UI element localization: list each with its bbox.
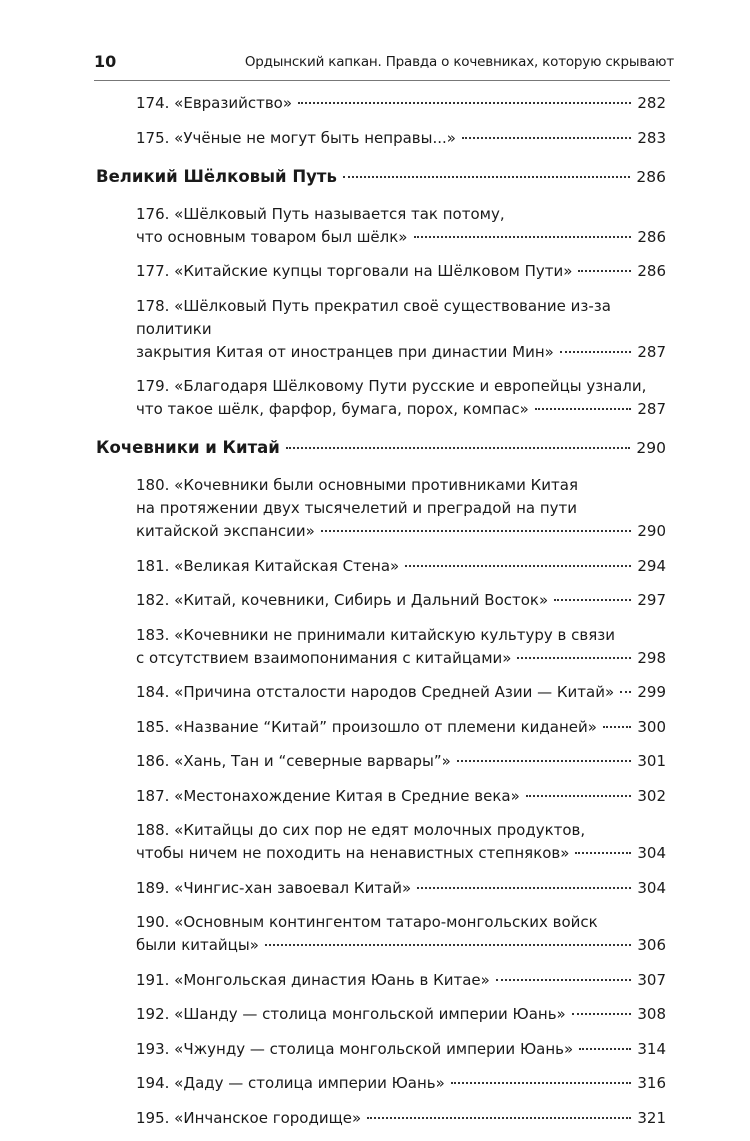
toc-section-heading[interactable] [96,436,666,459]
toc-entry-title-start: 179. «Благодаря Шёлковому Пути русские и европейцы узнали, [136,377,647,395]
toc-entry-line [136,398,666,421]
toc-entry-line [136,716,666,739]
toc-entry-line [136,750,666,773]
toc-entry[interactable] [96,474,666,543]
toc-entry-line [136,969,666,992]
toc-entry-title-start: 178. «Шёлковый Путь прекратил своё существование из-за политики [136,296,611,338]
toc-entry-line [136,520,666,543]
toc-entry-title: 185. «Название “Китай” произошло от племени киданей» [136,717,597,736]
toc-entry[interactable] [96,127,666,150]
toc-entry-title: Кочевники и Китай [96,438,280,457]
toc-entry-title-start: 188. «Китайцы до сих пор не едят молочных продуктов, [136,821,586,839]
toc-entry-line [136,681,666,704]
toc-entry-line [96,436,666,459]
toc-entry-title: Великий Шёлковый Путь [96,166,337,186]
toc-page-number: 299 [637,683,666,701]
dot-leader [286,447,631,449]
dot-leader [405,565,631,567]
dot-leader [298,102,631,104]
toc-page-number: 294 [637,556,666,575]
toc-entry[interactable] [96,589,666,612]
toc-entry-line [136,1072,666,1095]
toc-entry-title-start: 183. «Кочевники не принимали китайскую культуру в связи [136,625,615,644]
toc-page-number: 298 [637,648,666,667]
toc-entry[interactable] [96,555,666,578]
toc-page-number: 287 [637,342,666,361]
toc-entry-title: 193. «Чжунду — столица монгольской империи Юань» [136,1039,574,1058]
dot-leader [462,137,631,139]
toc-entry-line [136,785,666,808]
toc-page-number: 286 [636,167,666,186]
toc-entry-title: китайской экспансии» [136,522,315,540]
dot-leader [526,795,632,797]
toc-entry-title: что основным товаром был шёлк» [136,227,408,246]
toc-entry[interactable] [96,624,666,670]
toc-entry-title: 186. «Хань, Тан и “северные варвары”» [136,752,451,770]
toc-page-number: 297 [637,591,666,609]
toc-entry-line [136,1003,666,1026]
toc-entry[interactable] [96,877,666,900]
toc-page-number: 308 [637,1005,666,1023]
toc-entry[interactable] [96,911,666,957]
toc-entry-title: закрытия Китая от иностранцев при династии Мин» [136,342,554,361]
toc-entry[interactable] [96,295,666,364]
toc-entry[interactable] [96,750,666,773]
toc-entry-line [96,165,666,188]
toc-entry[interactable] [96,1003,666,1026]
toc-page-number: 304 [637,878,666,897]
toc-entry[interactable] [96,1038,666,1061]
dot-leader [603,726,631,728]
toc-entry-title-start: 176. «Шёлковый Путь называется так потому, [136,204,505,223]
toc-entry[interactable] [96,819,666,865]
dot-leader [321,530,632,532]
toc-page-number: 300 [637,717,666,736]
page-number: 10 [94,52,117,71]
dot-leader [343,176,631,178]
toc-page-number: 307 [637,970,666,989]
dot-leader [579,1048,631,1050]
dot-leader [457,760,632,762]
dot-leader [572,1013,632,1015]
toc-page-number: 304 [637,844,666,862]
toc-entry[interactable] [96,92,666,115]
toc-entry-line [136,341,666,364]
toc-page-number: 286 [637,262,666,280]
toc-entry-line [136,127,666,150]
toc-entry-line [136,1107,666,1130]
toc-page-number: 283 [637,128,666,147]
toc-entry-title: 177. «Китайские купцы торговали на Шёлковом Пути» [136,262,573,280]
toc-section-heading[interactable] [96,165,666,188]
toc-entry-title: 187. «Местонахождение Китая в Средние века» [136,786,520,805]
toc-entry-title-start: 180. «Кочевники были основными противниками Китая на протяжении двух тысячелетий и преградой на пути [136,476,578,517]
toc-page-number: 302 [637,786,666,805]
toc-entry-title: 174. «Евразийство» [136,94,293,112]
toc-entry-line [136,934,666,957]
dot-leader [560,351,632,353]
toc-page-number: 290 [637,522,666,540]
toc-entry[interactable] [96,1072,666,1095]
toc-page-number: 306 [637,936,666,954]
dot-leader [578,270,631,272]
toc-entry-title-start: 190. «Основным контингентом татаро-монгольских войск [136,913,598,931]
toc-page-number: 316 [637,1074,666,1092]
toc-entry-line [136,260,666,283]
toc-entry[interactable] [96,969,666,992]
toc-entry[interactable] [96,260,666,283]
dot-leader [451,1082,632,1084]
toc-page-number: 321 [637,1108,666,1127]
toc-entry[interactable] [96,203,666,249]
dot-leader [535,408,632,410]
toc-entry-title: 184. «Причина отсталости народов Средней Азии — Китай» [136,683,615,701]
toc-page-number: 301 [637,752,666,770]
dot-leader [620,691,631,693]
page-header [94,52,674,78]
toc-entry-title: 189. «Чингис-хан завоевал Китай» [136,878,412,897]
toc-entry-title: 195. «Инчанское городище» [136,1108,362,1127]
dot-leader [575,852,631,854]
toc-entry[interactable] [96,1107,666,1130]
toc-entry-title: были китайцы» [136,936,259,954]
dot-leader [554,599,631,601]
toc-page-number: 287 [637,400,666,418]
toc-entry-title: что такое шёлк, фарфор, бумага, порох, компас» [136,400,529,418]
toc-page-number: 286 [637,227,666,246]
header-rule [94,80,670,81]
toc-entry[interactable] [96,716,666,739]
toc-entry[interactable] [96,375,666,421]
toc-entry[interactable] [96,681,666,704]
toc-entry-title: чтобы ничем не походить на ненавистных степняков» [136,844,570,862]
toc-entry-line [136,92,666,115]
table-of-contents [96,92,666,1141]
dot-leader [417,887,631,889]
toc-entry-title: 194. «Даду — столица империи Юань» [136,1074,445,1092]
toc-entry-line [136,226,666,249]
toc-page-number: 282 [637,94,666,112]
toc-entry-line [136,647,666,670]
toc-entry-line [136,589,666,612]
toc-entry-title: 191. «Монгольская династия Юань в Китае» [136,970,490,989]
toc-entry[interactable] [96,785,666,808]
dot-leader [496,979,632,981]
toc-page-number: 290 [636,439,666,457]
toc-entry-title: с отсутствием взаимопонимания с китайцами» [136,648,512,667]
dot-leader [517,657,631,659]
toc-entry-title: 175. «Учёные не могут быть неправы...» [136,128,456,147]
running-title: Ордынский капкан. Правда о кочевниках, которую скрывают [244,54,674,70]
dot-leader [367,1117,631,1119]
dot-leader [414,236,632,238]
toc-entry-title: 192. «Шанду — столица монгольской империи Юань» [136,1005,566,1023]
dot-leader [265,944,631,946]
toc-entry-line [136,877,666,900]
toc-entry-line [136,842,666,865]
toc-entry-line [136,1038,666,1061]
toc-entry-title: 182. «Китай, кочевники, Сибирь и Дальний Восток» [136,591,549,609]
toc-page-number: 314 [637,1039,666,1058]
toc-entry-line [136,555,666,578]
toc-entry-title: 181. «Великая Китайская Стена» [136,556,400,575]
